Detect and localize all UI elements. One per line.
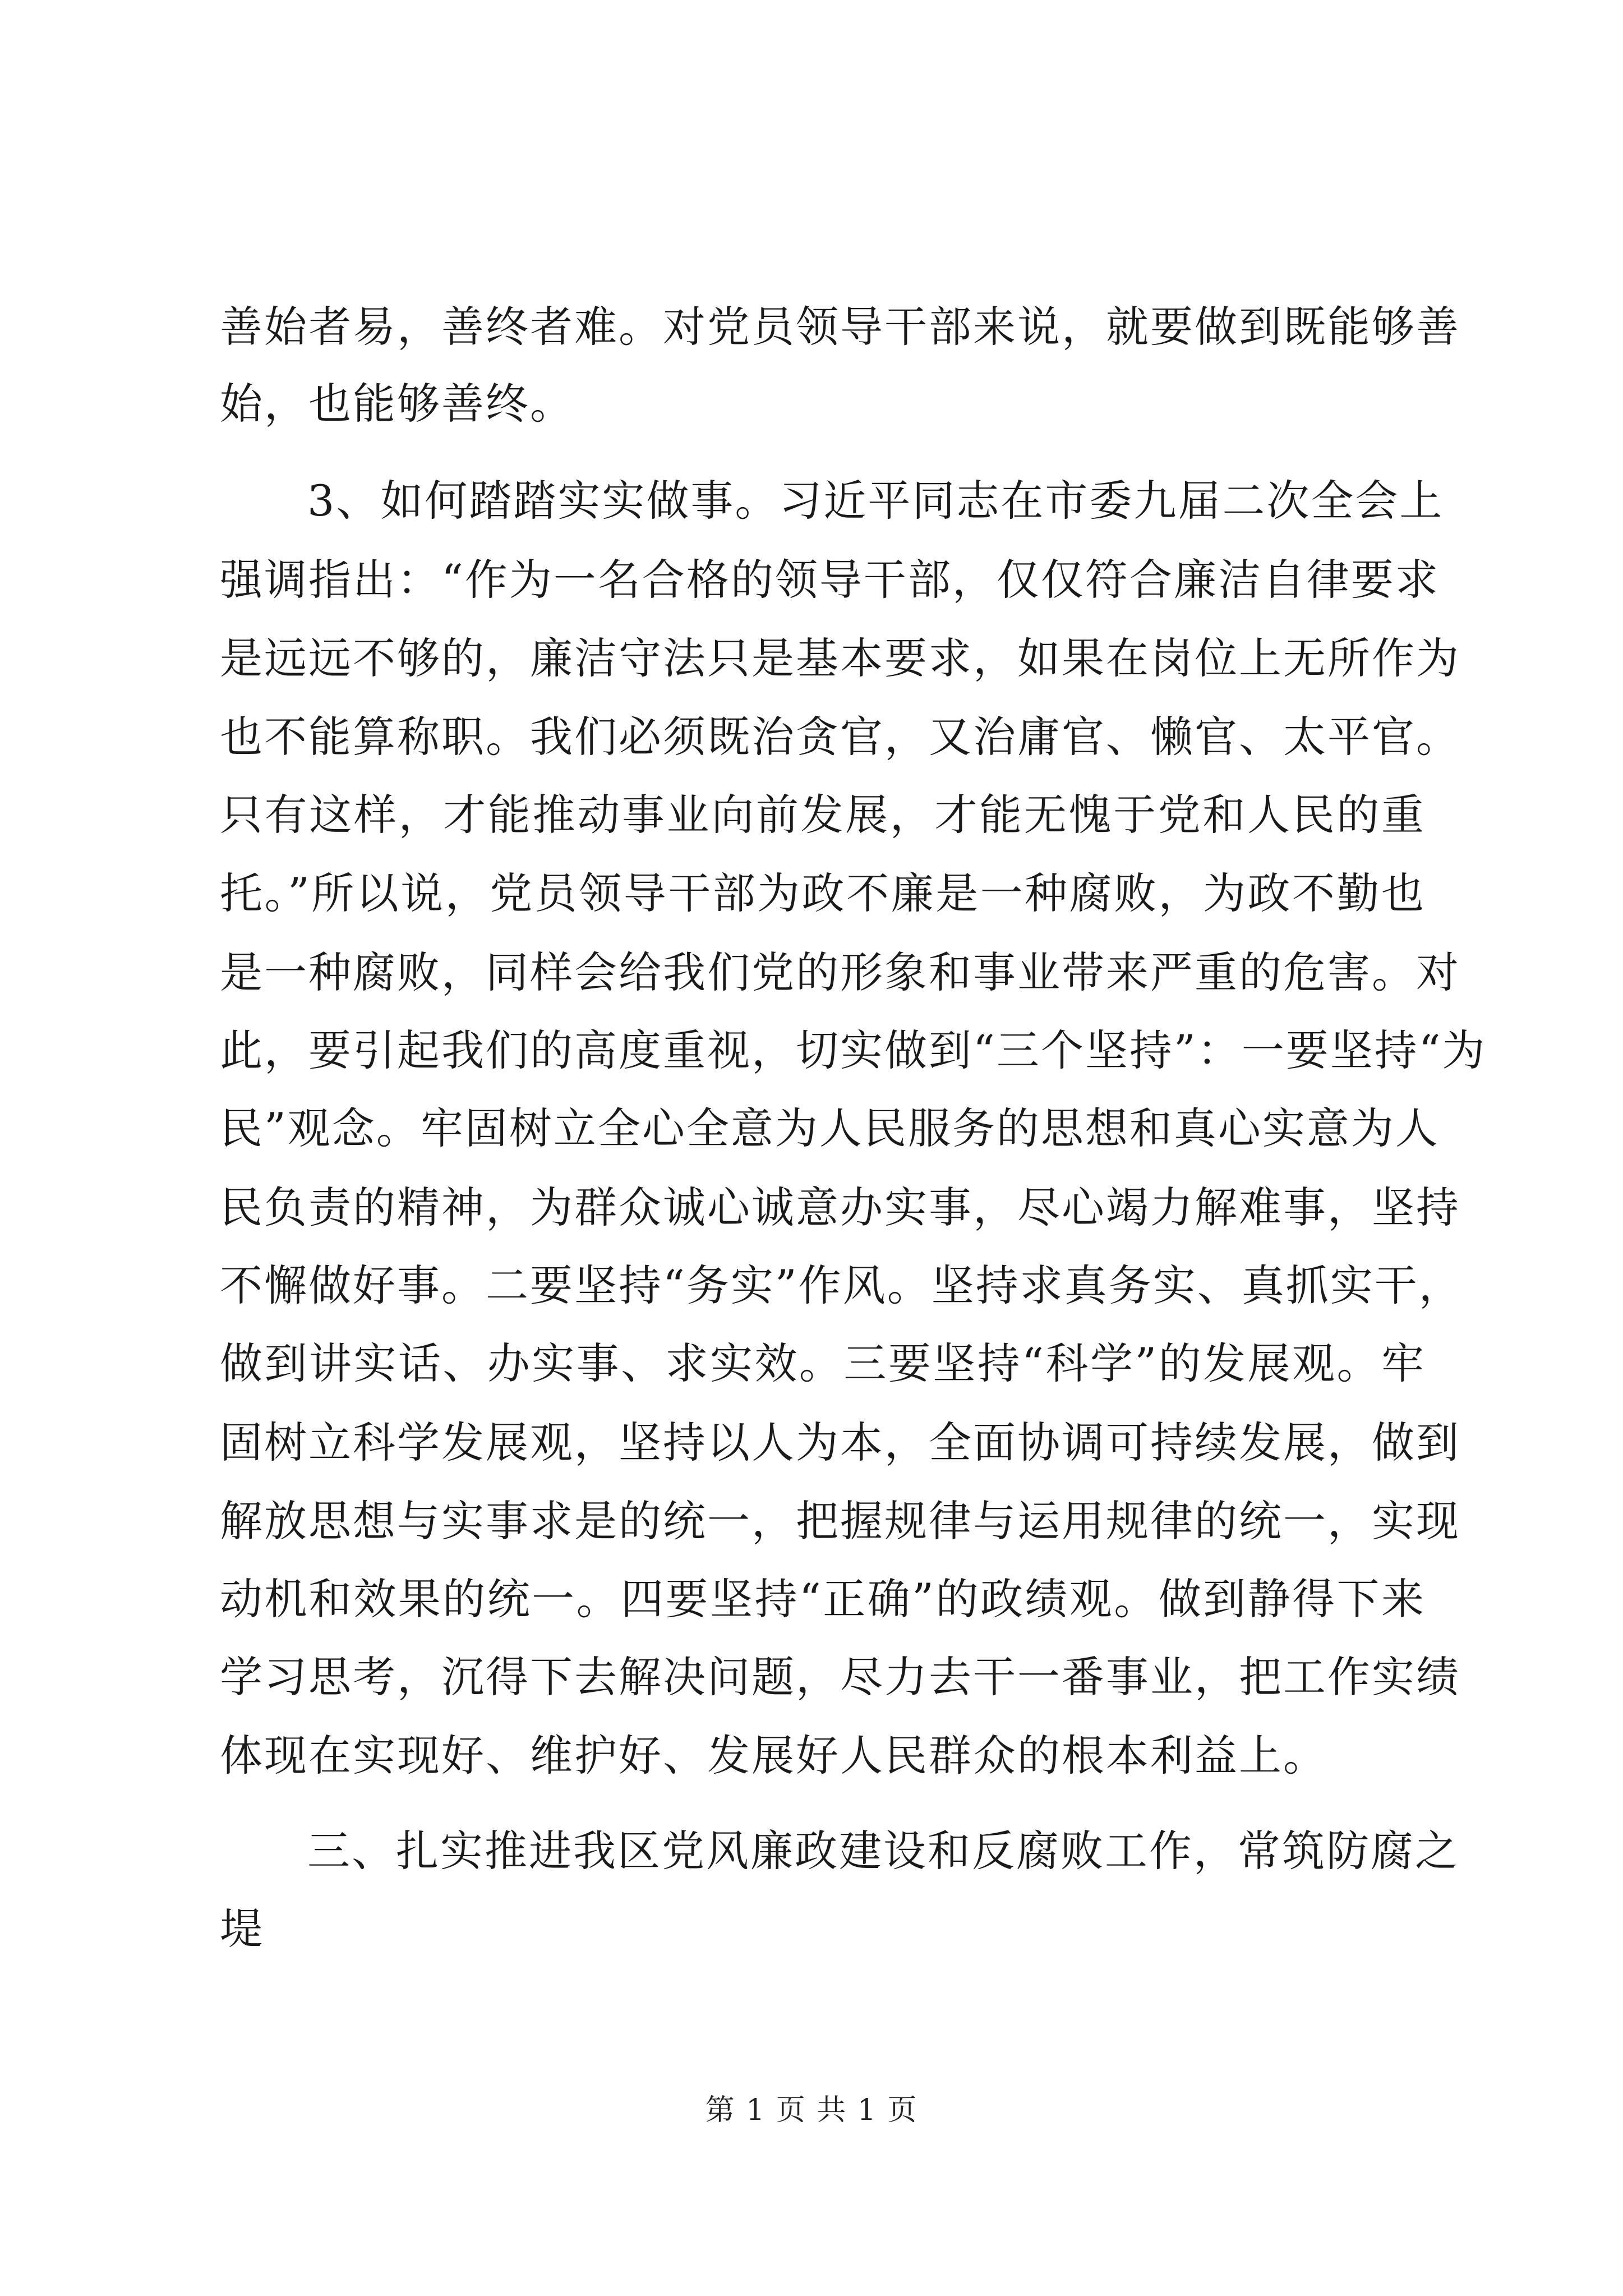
paragraph-line: 民”观念。牢固树立全心全意为人民服务的思想和真心实意为人: [220, 1103, 1440, 1153]
paragraph-line: 只有这样，才能推动事业向前发展，才能无愧于党和人民的重: [220, 790, 1426, 840]
paragraph-line: 不懈做好事。二要坚持“务实”作风。坚持求真务实、真抓实干，: [220, 1260, 1463, 1310]
paragraph-line: 解放思想与实事求是的统一，把握规律与运用规律的统一，实现: [220, 1496, 1460, 1546]
paragraph-line: 始，也能够善终。: [220, 379, 574, 429]
section-heading-line: 堤: [220, 1904, 264, 1954]
section-heading-line: 三、扎实推进我区党风廉政建设和反腐败工作，常筑防腐之: [307, 1826, 1459, 1876]
paragraph-line: 善始者易，善终者难。对党员领导干部来说，就要做到既能够善: [220, 302, 1460, 352]
paragraph-line: 固树立科学发展观，坚持以人为本，全面协调可持续发展，做到: [220, 1418, 1460, 1467]
paragraph-line: 强调指出：“作为一名合格的领导干部，仅仅符合廉洁自律要求: [220, 555, 1440, 605]
paragraph-line: 动机和效果的统一。四要坚持“正确”的政绩观。做到静得下来: [220, 1574, 1426, 1624]
paragraph-line: 民负责的精神，为群众诚心诚意办实事，尽心竭力解难事，坚持: [220, 1182, 1460, 1232]
paragraph-line: 也不能算称职。我们必须既治贪官，又治庸官、懒官、太平官。: [220, 712, 1460, 762]
paragraph-line: 体现在实现好、维护好、发展好人民群众的根本利益上。: [220, 1731, 1327, 1780]
paragraph-line: 做到讲实话、办实事、求实效。三要坚持“科学”的发展观。牢: [220, 1338, 1426, 1388]
paragraph-line: 是远远不够的，廉洁守法只是基本要求，如果在岗位上无所作为: [220, 633, 1460, 683]
paragraph-line: 学习思考，沉得下去解决问题，尽力去干一番事业，把工作实绩: [220, 1652, 1460, 1702]
paragraph-line: 此，要引起我们的高度重视，切实做到“三个坚持”：一要坚持“为: [220, 1025, 1487, 1075]
paragraph-line: 3、如何踏踏实实做事。习近平同志在市委九届二次全会上: [307, 476, 1444, 526]
paragraph-line: 是一种腐败，同样会给我们党的形象和事业带来严重的危害。对: [220, 947, 1460, 997]
paragraph-line: 托。”所以说，党员领导干部为政不廉是一种腐败，为政不勤也: [220, 868, 1426, 918]
page-footer: 第 1 页 共 1 页: [705, 2093, 918, 2127]
